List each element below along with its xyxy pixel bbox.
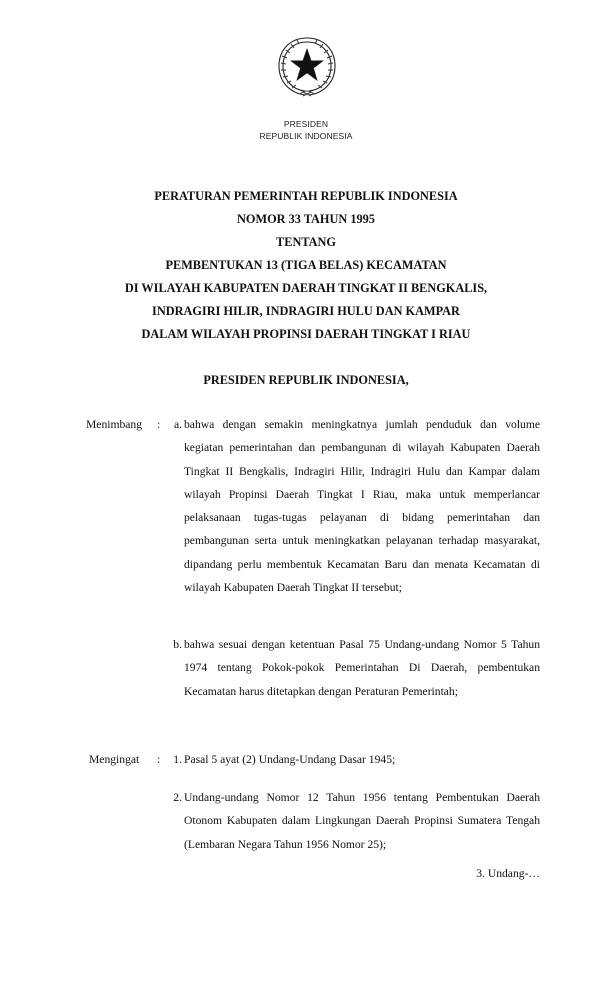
mengingat-item-1-marker: 1. <box>173 753 182 766</box>
document-about-label: TENTANG <box>276 235 336 249</box>
continuation-marker: 3. Undang-… <box>476 867 540 880</box>
mengingat-item-2-text: Undang-undang Nomor 12 Tahun 1956 tentang Pembentukan Daerah Otonom Kabupaten dalam Lingkungan Daerah Propinsi Sumatera Tengah (Lembaran Negara Tahun 1956 Nomor 25); <box>184 791 540 851</box>
mengingat-label: Mengingat <box>89 753 140 766</box>
document-subject-line-1: PEMBENTUKAN 13 (TIGA BELAS) KECAMATAN <box>165 258 447 272</box>
menimbang-colon: : <box>157 418 161 431</box>
menimbang-item-a-marker: a. <box>173 418 182 431</box>
document-subject-line-4: DALAM WILAYAH PROPINSI DAERAH TINGKAT I RIAU <box>141 327 471 341</box>
menimbang-label: Menimbang <box>86 418 143 431</box>
mengingat-item-1-text: Pasal 5 ayat (2) Undang-Undang Dasar 1945; <box>184 753 396 766</box>
document-subject-line-2: DI WILAYAH KABUPATEN DAERAH TINGKAT II BENGKALIS, <box>124 281 488 295</box>
menimbang-item-a-text: bahwa dengan semakin meningkatnya jumlah penduduk dan volume kegiatan pemerintahan dan pembangunan di wilayah Kabupaten Daerah Tingkat II Bengkalis, Indragiri Hilir, Indragiri Hulu dan Kampar dalam wilayah Propinsi Daerah Tingkat I Riau, maka untuk memperlancar pelaksanaan tugas-tugas pelayanan di bidang pemerintahan dan pembangunan serta untuk meningkatkan pelayanan terhadap masyarakat, dipandang perlu membentuk Kecamatan Baru dan menata Kecamatan di wilayah Kabupaten Daerah Tingkat II tersebut; <box>184 418 540 595</box>
menimbang-item-b-text: bahwa sesuai dengan ketentuan Pasal 75 Undang-undang Nomor 5 Tahun 1974 tentang Pokok-pokok Pemerintahan Di Daerah, pembentukan Kecamatan harus ditetapkan dengan Peraturan Pemerintah; <box>184 638 540 698</box>
emblem-caption-president: PRESIDEN <box>283 119 329 129</box>
garuda-emblem-icon <box>272 30 342 102</box>
mengingat-colon: : <box>157 753 161 766</box>
mengingat-item-2-marker: 2. <box>173 791 182 804</box>
menimbang-item-b-marker: b. <box>173 638 182 651</box>
issuer-heading: PRESIDEN REPUBLIK INDONESIA, <box>203 373 409 387</box>
emblem-caption-republic: REPUBLIK INDONESIA <box>259 131 353 141</box>
document-subject-line-3: INDRAGIRI HILIR, INDRAGIRI HULU DAN KAMPAR <box>152 304 460 318</box>
document-title: PERATURAN PEMERINTAH REPUBLIK INDONESIA <box>154 189 458 203</box>
document-number: NOMOR 33 TAHUN 1995 <box>237 212 375 226</box>
